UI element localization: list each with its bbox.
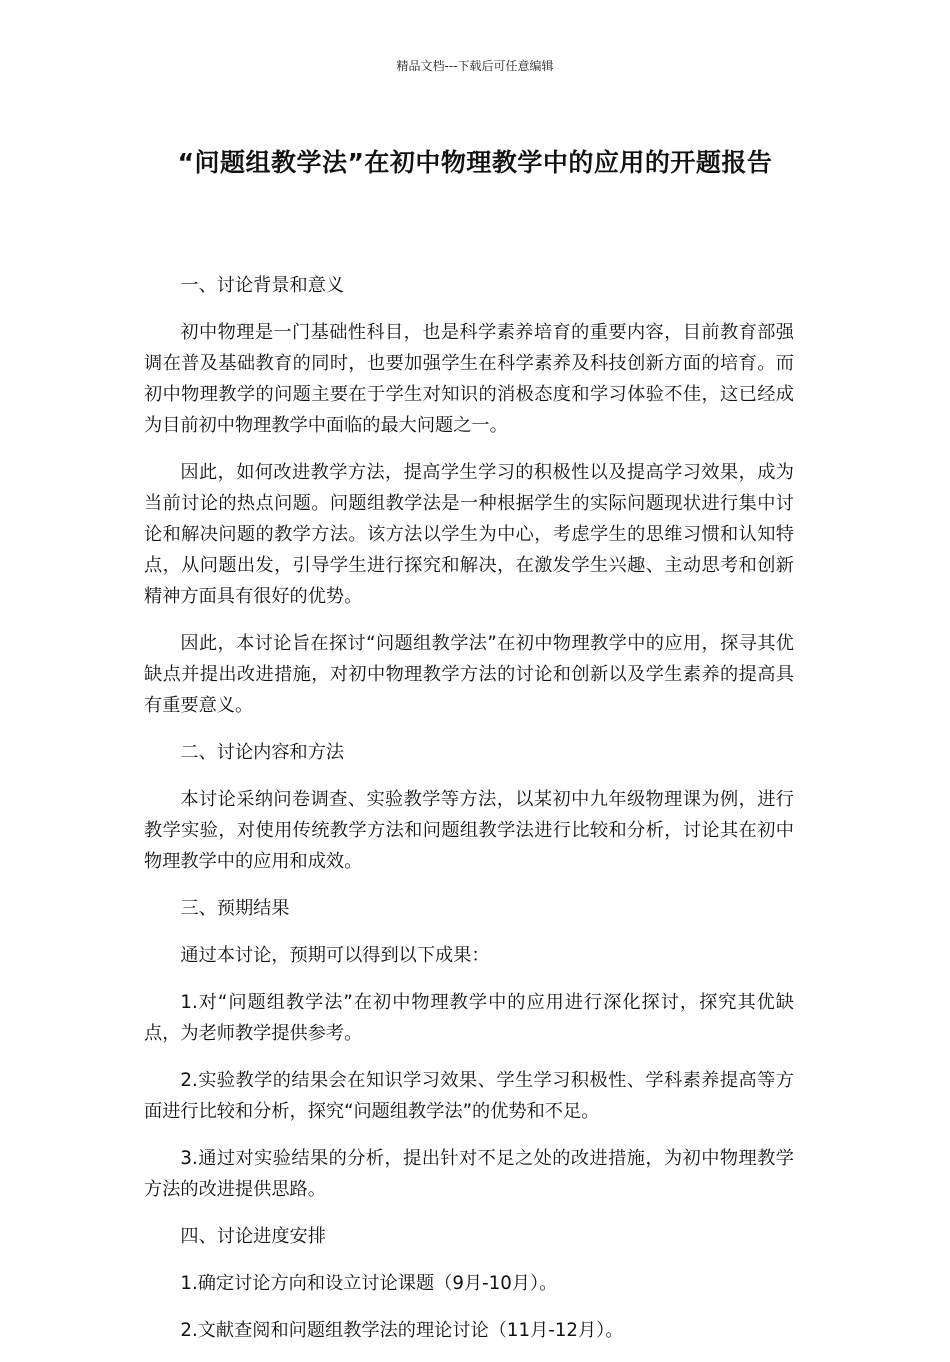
section-heading-schedule: 四、讨论进度安排: [180, 1226, 326, 1247]
section-heading-expected-results: 三、预期结果: [180, 898, 290, 919]
section-heading-content-method: 二、讨论内容和方法: [180, 742, 345, 763]
paragraph: 初中物理是一门基础性科目，也是科学素养培育的重要内容，目前教育部强调在普及基础教育的同时，也要加强学生在科学素养及科技创新方面的培育。而初中物理教学的问题主要在于学生对知识的消极态度和学习体验不佳，这已经成为目前初中物理教学中面临的最大问题之一。: [144, 322, 794, 436]
paragraph: 通过本讨论，预期可以得到以下成果：: [180, 945, 490, 966]
section-heading-background: 一、讨论背景和意义: [180, 275, 345, 296]
page-header: 精品文档---下载后可任意编辑: [396, 59, 554, 73]
document-title: “问题组教学法”在初中物理教学中的应用的开题报告: [177, 148, 773, 177]
list-item: 3.通过对实验结果的分析，提出针对不足之处的改进措施，为初中物理教学方法的改进提供思路。: [144, 1148, 794, 1200]
document-body: [144, 270, 794, 1362]
list-item: 2.文献查阅和问题组教学法的理论讨论（11月-12月）。: [180, 1320, 624, 1341]
paragraph: 因此，本讨论旨在探讨“问题组教学法”在初中物理教学中的应用，探寻其优缺点并提出改进措施，对初中物理教学方法的讨论和创新以及学生素养的提高具有重要意义。: [144, 633, 794, 716]
paragraph: 因此，如何改进教学方法，提高学生学习的积极性以及提高学习效果，成为当前讨论的热点问题。问题组教学法是一种根据学生的实际问题现状进行集中讨论和解决问题的教学方法。该方法以学生为中心，考虑学生的思维习惯和认知特点，从问题出发，引导学生进行探究和解决，在激发学生兴趣、主动思考和创新精神方面具有很好的优势。: [144, 462, 794, 607]
paragraph: 本讨论采纳问卷调查、实验教学等方法，以某初中九年级物理课为例，进行教学实验，对使用传统教学方法和问题组教学法进行比较和分析，讨论其在初中物理教学中的应用和成效。: [144, 789, 794, 872]
list-item: 1.确定讨论方向和设立讨论课题（9月-10月）。: [180, 1273, 558, 1294]
list-item: 1.对“问题组教学法”在初中物理教学中的应用进行深化探讨，探究其优缺点，为老师教学提供参考。: [144, 992, 794, 1044]
list-item: 2.实验教学的结果会在知识学习效果、学生学习积极性、学科素养提高等方面进行比较和分析，探究“问题组教学法”的优势和不足。: [144, 1070, 794, 1122]
